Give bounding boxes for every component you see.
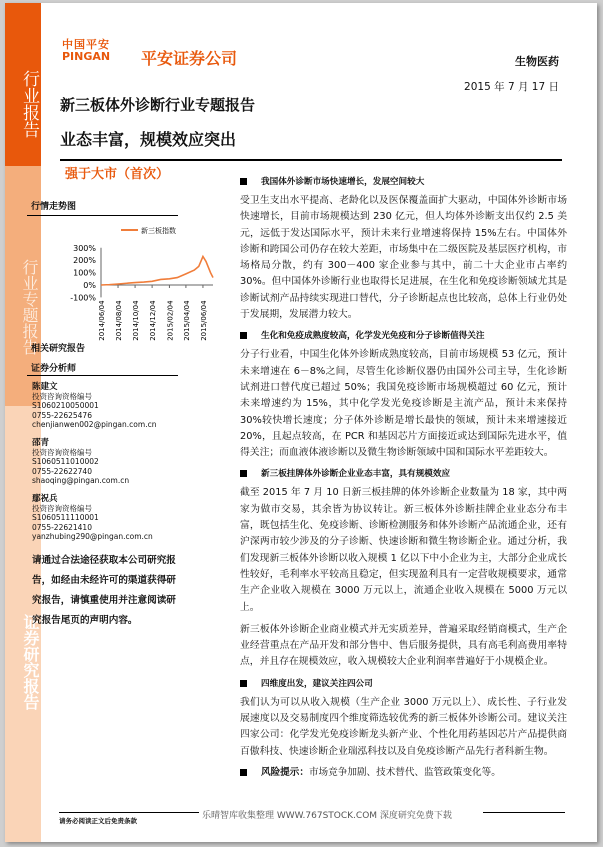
analyst-license-label: 投资咨询资格编号	[32, 392, 92, 402]
analyst-phone: 0755-22622740	[32, 466, 92, 476]
company-name: 平安证券公司	[141, 49, 238, 68]
legend-label: 新三板指数	[141, 227, 176, 235]
x-tick-label: 2015/06/04	[199, 300, 208, 341]
title-divider	[60, 159, 562, 161]
sidebar-research: 证券研究报告	[5, 406, 41, 842]
bullet-square-icon	[240, 178, 247, 185]
analyst-phone: 0755-22625476	[32, 410, 92, 420]
sidebar-report-subtype: 行业专题报告	[5, 166, 41, 406]
sidebar-report-type: 行业报告	[5, 3, 41, 166]
section-heading-text: 我国体外诊断市场快速增长，发展空间较大	[261, 177, 425, 187]
analyst-card	[32, 383, 192, 429]
analyst-license-label: 投资咨询资格编号	[32, 504, 92, 514]
analyst-license-label: 投资咨询资格编号	[32, 448, 92, 458]
disclaimer-note: 请务必阅读正文后免责条款	[59, 817, 137, 825]
analysts-divider	[27, 375, 178, 376]
section-heading-text: 生化和免疫成熟度较高，化学发光免疫和分子诊断值得关注	[261, 331, 485, 342]
logo-english: PINGAN	[62, 50, 111, 63]
bullet-square-icon	[240, 332, 247, 339]
analyst-name: 鄢祝兵	[32, 494, 58, 504]
paragraph: 新三板体外诊断企业商业模式并无实质差异，普遍采取经销商模式，生产企业经营重点在产品开发和部分售中、售后服务提供，具有高毛利高费用率特点，并且存在规模效应，收入规模较大企业利润率普遍好于小规模企业。	[240, 623, 567, 668]
analyst-name: 陈建文	[32, 382, 58, 392]
analyst-email[interactable]: shaoqing@pingan.com.cn	[32, 475, 130, 485]
index-chart	[23, 221, 208, 341]
analyst-email[interactable]: yanzhubing290@pingan.com.cn	[32, 531, 153, 541]
analysts-heading: 证券分析师	[31, 364, 77, 374]
related-reports-heading: 相关研究报告	[31, 344, 86, 354]
section-heading	[240, 329, 567, 343]
report-body	[240, 175, 567, 784]
y-tick-label: -100%	[70, 293, 96, 303]
bullet-square-icon	[240, 470, 247, 477]
bullet-square-icon	[240, 769, 247, 776]
paragraph: 我们认为可以从收入规模（生产企业 3000 万元以上）、成长性、子行业发展速度以及交易制度四个维度筛选较优秀的新三板体外诊断公司。建议关注四家公司：化学发光免疫诊断龙头新产业、个性化用药基因芯片产品提供商百傲科技、快速诊断企业瑞泓科技以及自免疫诊断产品先行者科新生物。	[240, 696, 567, 757]
report-title: 新三板体外诊断行业专题报告	[60, 96, 256, 114]
chart-divider	[27, 215, 178, 216]
x-tick-label: 2014/12/04	[149, 300, 158, 341]
y-tick-label: 100%	[73, 268, 96, 278]
report-page	[5, 3, 597, 842]
series-line	[101, 256, 213, 285]
section-heading	[240, 677, 567, 691]
analyst-card	[32, 495, 192, 541]
x-tick-label: 2015/04/04	[182, 300, 191, 341]
report-date: 2015 年 7 月 17 日	[464, 81, 559, 93]
section-heading	[240, 175, 567, 189]
paragraph: 受卫生支出水平提高、老龄化以及医保覆盖面扩大驱动，中国体外诊断市场快速增长，目前市场规模达到 230 亿元，但人均体外诊断支出仅约 2.5 美元，远低于发达国际水平，预计未来行业增速将保持 15%左右。中国体外诊断和跨国公司仍存在较大差距，市场集中在二级医院及基层医疗机构，市场格局分散，约有 300－400 家企业参与其中，前二十大企业市占率约 30%。但中国体外诊断行业也取得长足进展，在生化和免疫诊断领域尤其是诊断试剂产品持续实现进口替代，分子诊断起点也比较高，总体上行业仍处于发展期，发展潜力较大。	[240, 195, 567, 321]
analyst-license-id: S1060210050001	[32, 401, 99, 411]
section-heading	[240, 467, 567, 481]
x-tick-label: 2015/02/04	[166, 300, 175, 341]
analyst-name: 邵青	[32, 438, 50, 448]
footer-line-left	[59, 812, 199, 813]
rating: 强于大市（首次）	[65, 167, 170, 182]
risk-warning	[240, 766, 567, 780]
y-tick-label: 300%	[73, 243, 96, 253]
analyst-license-id: S1060511110001	[32, 513, 99, 523]
x-tick-label: 2014/08/04	[115, 300, 124, 341]
analyst-card	[32, 439, 192, 485]
risk-text: 市场竞争加剧、技术替代、监管政策变化等。	[308, 766, 501, 778]
chart-heading: 行情走势图	[31, 202, 77, 212]
legal-notice: 请通过合法途径获取本公司研究报告，如经由未经许可的渠道获得研究报告，请慎重使用并注意阅读研究报告尾页的声明内容。	[32, 555, 176, 626]
analyst-license-id: S1060511010002	[32, 457, 99, 467]
analyst-phone: 0755-22621410	[32, 522, 92, 532]
report-subtitle: 业态丰富，规模效应突出	[60, 130, 237, 149]
x-tick-label: 2014/06/04	[98, 300, 106, 341]
logo-chinese: 中国平安	[62, 38, 110, 51]
risk-label: 风险提示：	[261, 766, 309, 778]
paragraph: 分子行业看，中国生化体外诊断成熟度较高，目前市场规模 53 亿元，预计未来增速在 6－8%之间，尽管生化诊断仪器仍由国外公司主导，生化诊断试剂进口替代度已超过 50%；我国免疫诊断市场规模超过 60 亿元，预计未来增速约为 15%，其中化学发光免疫诊断是主流产品，预计未来保持 30%较快增长速度；分子体外诊断是增长最快的领域，预计未来增速接近 20%，且起点较高，在 PCR 和基因芯片方面接近或达到国际先进水平，值得关注；而血液体液诊断以及微生物诊断领域中国和国际水平差距较大。	[240, 349, 567, 459]
section-heading-text: 新三板挂牌体外诊断企业业态丰富，具有规模效应	[261, 469, 451, 480]
industry-label: 生物医药	[515, 55, 559, 68]
watermark: 乐晴智库收集整理 WWW.767STOCK.COM 深度研究免费下载	[202, 811, 452, 821]
bullet-square-icon	[240, 680, 247, 687]
analyst-email[interactable]: chenjianwen002@pingan.com.cn	[32, 419, 157, 429]
x-tick-label: 2014/10/04	[132, 300, 141, 341]
section-heading-text: 四维度出发，建议关注四公司	[261, 678, 373, 689]
paragraph: 截至 2015 年 7 月 10 日新三板挂牌的体外诊断企业数量为 18 家，其中两家为做市交易，其余皆为协议转让。新三板体外诊断挂牌企业业态分布丰富，既包括生化、免疫诊断、诊断检测服务和体外诊断产品流通企业，还有沪深两市较少涉及的分子诊断、快速诊断和微生物诊断企业。通过分析，我们发现新三板体外诊断以收入规模 1 亿以下中小企业为主，大部分企业成长性较好，毛利率水平较高且稳定，但实现盈利具有一定营收规模要求，通常生产企业收入规模在 3000 万元以上，流通企业收入规模在 5000 万元以上。	[240, 487, 567, 613]
footer-line-right	[483, 812, 565, 813]
y-tick-label: 0%	[83, 281, 96, 290]
y-tick-label: 200%	[73, 256, 96, 266]
